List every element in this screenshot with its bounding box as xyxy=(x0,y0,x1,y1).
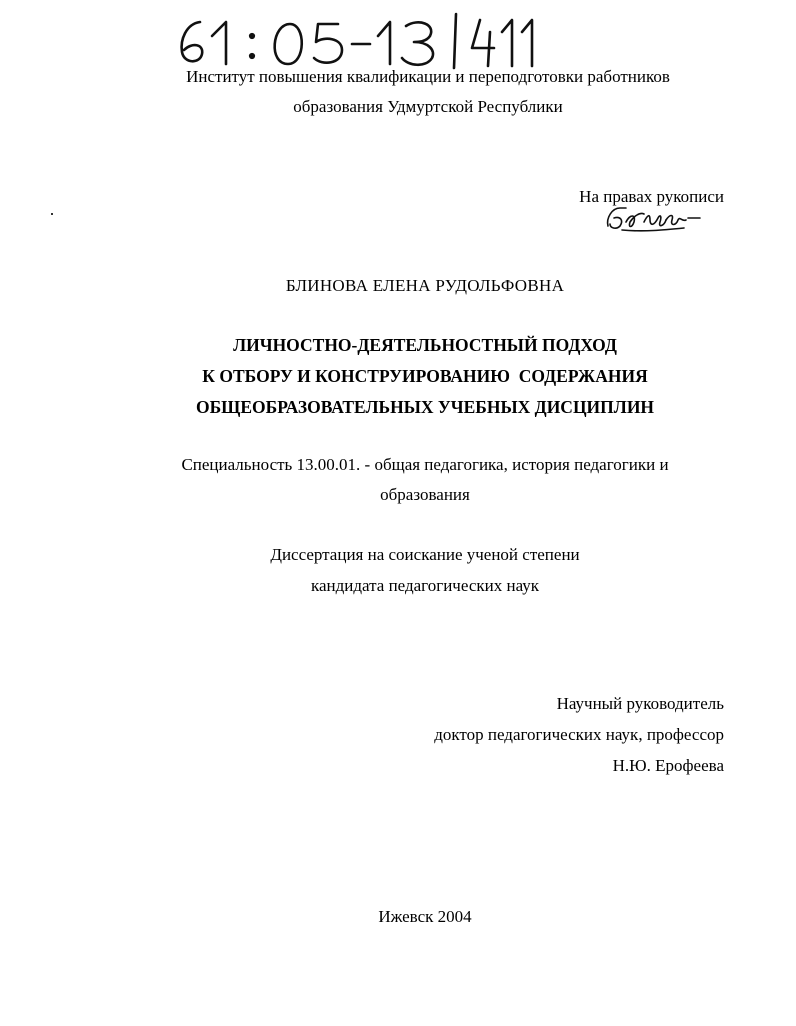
institution-line-2: образования Удмуртской Республики xyxy=(293,97,563,116)
degree-statement-line-2: кандидата педагогических наук xyxy=(310,576,540,595)
dissertation-title-line-2: К ОТБОРУ И КОНСТРУИРОВАНИЮ СОДЕРЖАНИЯ xyxy=(202,366,648,386)
scan-speck xyxy=(51,213,53,215)
dissertation-title-line-3: ОБЩЕОБРАЗОВАТЕЛЬНЫХ УЧЕБНЫХ ДИСЦИПЛИН xyxy=(195,397,655,417)
specialty-line-1: Специальность 13.00.01. - общая педагогика, история педагогики и xyxy=(181,455,669,474)
manuscript-rights: На правах рукописи xyxy=(579,187,724,206)
degree-statement-line-1: Диссертация на соискание ученой степени xyxy=(270,545,580,564)
advisor-degree: доктор педагогических наук, профессор xyxy=(434,725,724,744)
city-year: Ижевск 2004 xyxy=(378,907,472,926)
advisor-name: Н.Ю. Ерофеева xyxy=(612,756,724,775)
specialty-line-2: образования xyxy=(380,485,470,504)
author-name: БЛИНОВА ЕЛЕНА РУДОЛЬФОВНА xyxy=(285,276,565,295)
advisor-role: Научный руководитель xyxy=(556,694,724,713)
institution-line-1: Институт повышения квалификации и переподготовки работников xyxy=(186,67,670,86)
author-signature xyxy=(604,200,704,234)
dissertation-title-line-1: ЛИЧНОСТНО-ДЕЯТЕЛЬНОСТНЫЙ ПОДХОД xyxy=(233,335,617,355)
handwritten-archive-code xyxy=(174,10,544,70)
